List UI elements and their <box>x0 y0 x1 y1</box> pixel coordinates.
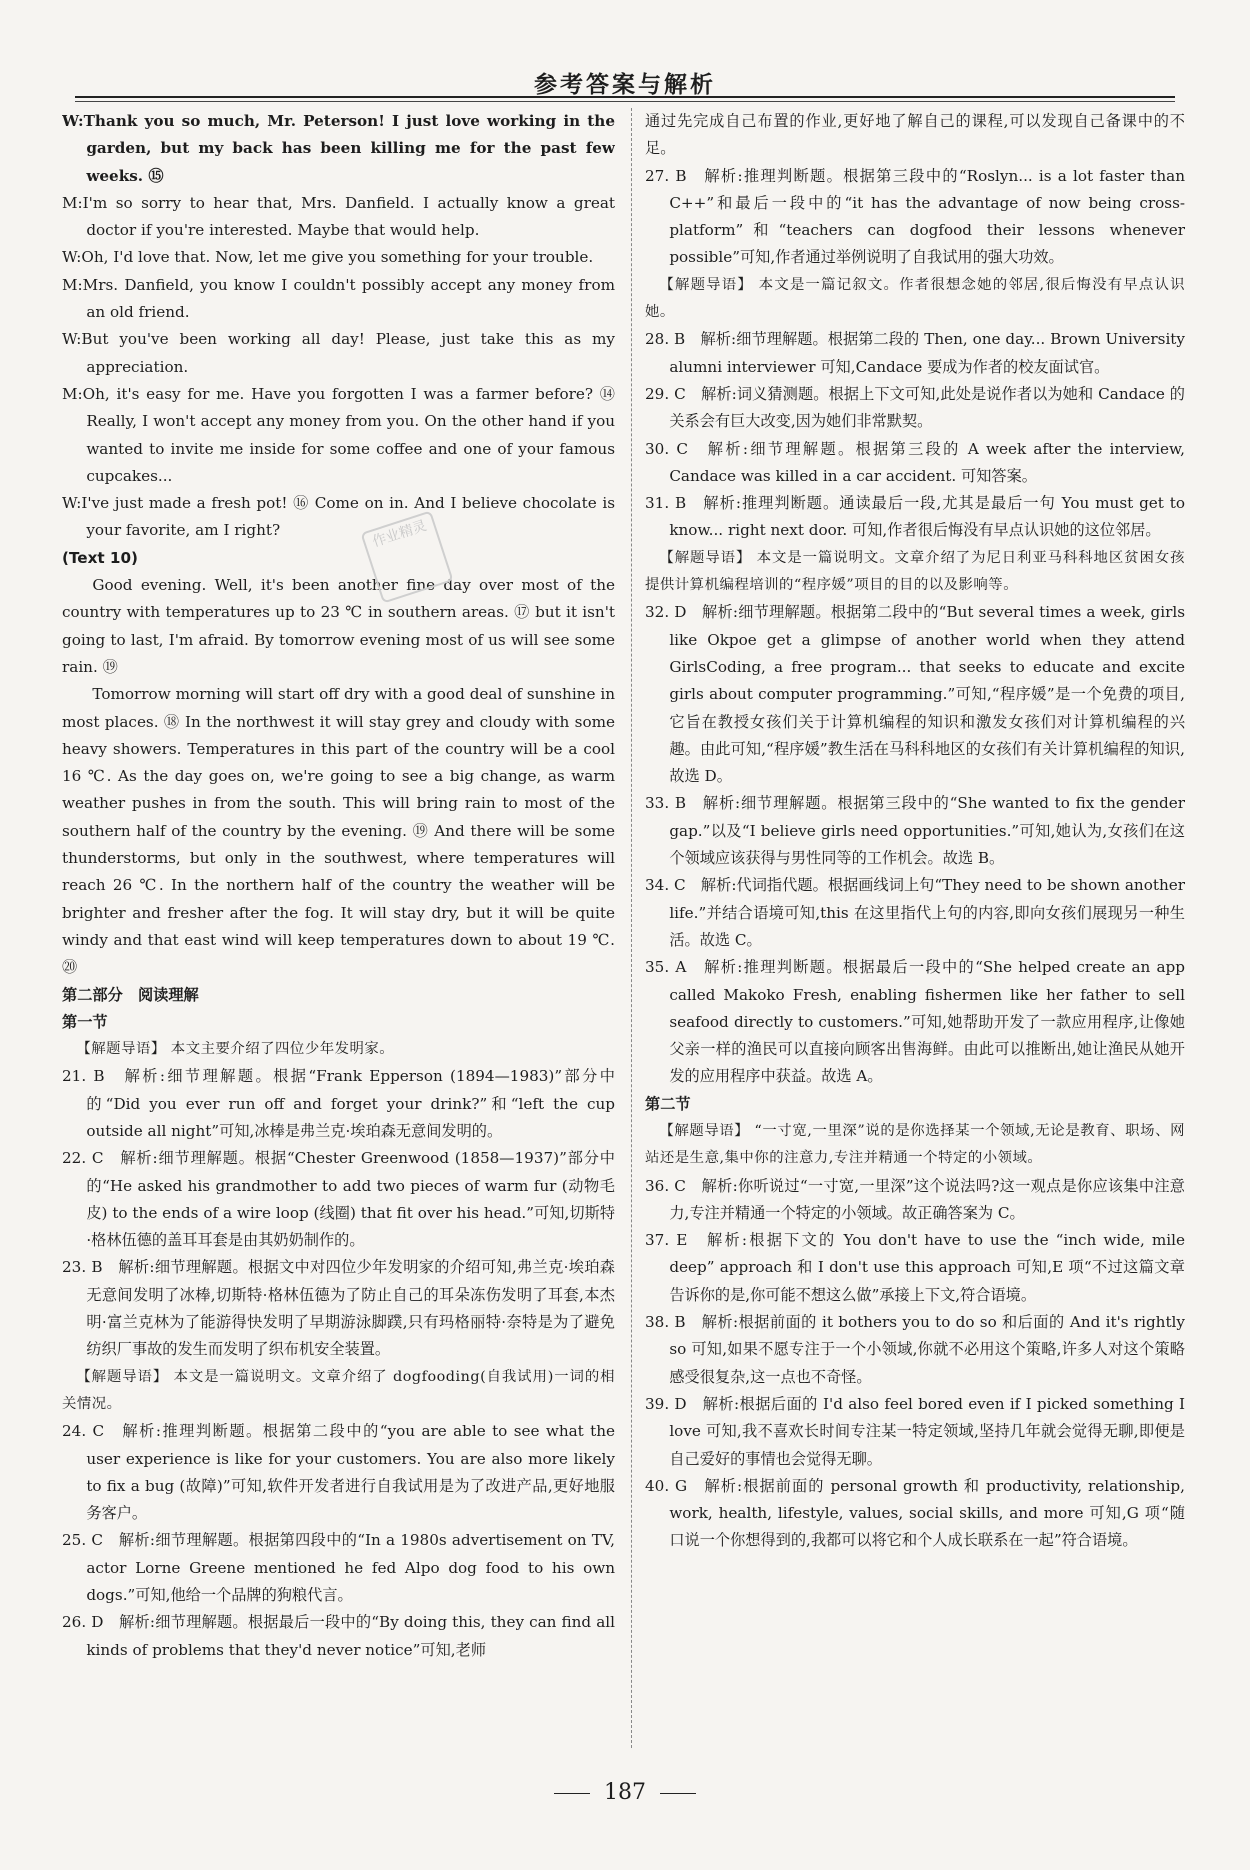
guide-note: 【解题导语】 本文是一篇说明文。文章介绍了为尼日利亚马科科地区贫困女孩提供计算机编程培训的“程序媛”项目的目的以及影响等。 <box>645 549 1185 594</box>
answer-paragraph: 33. B 解析:细节理解题。根据第三段中的“She wanted to fix the gender gap.”以及“I believe girls need opportunities.”可知,她认为,女孩们在这个领域应该获得与男性同等的工作机会。故选 B。 <box>645 794 1185 868</box>
section-heading: 第一节 <box>62 1012 108 1031</box>
answer-paragraph: 24. C 解析:推理判断题。根据第二段中的“you are able to see what the user experience is like for your customers. You are also more likely to fix a bug (故障)”可知,软件开发者进行自我试用是为了改进产品,更好地服务客户。 <box>62 1422 615 1523</box>
footer-dash-right <box>660 1793 696 1794</box>
answer-paragraph: 36. C 解析:你听说过“一寸宽,一里深”这个说法吗?这一观点是你应该集中注意力,专注并精通一个特定的小领域。故正确答案为 C。 <box>645 1176 1185 1222</box>
answer-paragraph: 22. C 解析:细节理解题。根据“Chester Greenwood (1858—1937)”部分中的“He asked his grandmother to add two pieces of warm fur (动物毛皮) to the ends of a wire loop (线圈) that fit over his head.”可知,切斯特·格林伍德的盖耳耳套是由其奶奶制作的。 <box>62 1149 615 1250</box>
answer-paragraph: 26. D 解析:细节理解题。根据最后一段中的“By doing this, they can find all kinds of problems that they'd never notice”可知,老师 <box>62 1613 615 1659</box>
page-number: 187 <box>604 1780 646 1805</box>
answer-paragraph: M:Oh, it's easy for me. Have you forgotten I was a farmer before? ⑭ Really, I won't accept any money from you. On the other hand if you wanted to invite me inside for some coffee and one of your famous cupcakes... <box>62 384 615 485</box>
answer-paragraph: 27. B 解析:推理判断题。根据第三段中的“Roslyn... is a lot faster than C++”和最后一段中的“it has the advantage of now being cross-platform”和“teachers can dogfood their lessons whenever possible”可知,作者通过举例说明了自我试用的强大功效。 <box>645 166 1185 267</box>
answer-paragraph: 29. C 解析:词义猜测题。根据上下文可知,此处是说作者以为她和 Candace 的关系会有巨大改变,因为她们非常默契。 <box>645 384 1185 431</box>
watermark-stamp: 作业精灵 <box>360 510 453 603</box>
header-title: 参考答案与解析 <box>534 72 716 98</box>
header-rule-thin <box>75 101 1175 102</box>
answer-paragraph: 39. D 解析:根据后面的 I'd also feel bored even if I picked something I love 可知,我不喜欢长时间专注某一特定领域,坚持几年就会觉得无聊,即便是自己爱好的事情也会觉得无聊。 <box>645 1394 1185 1468</box>
answer-paragraph: 通过先完成自己布置的作业,更好地了解自己的课程,可以发现自己备课中的不足。 <box>645 112 1185 158</box>
answer-paragraph: W:Thank you so much, Mr. Peterson! I just love working in the garden, but my back has been killing me for the past few weeks. ⑮ <box>62 112 615 185</box>
answer-paragraph: 21. B 解析:细节理解题。根据“Frank Epperson (1894—1983)”部分中的“Did you ever run off and forget your drink?”和“left the cup outside all night”可知,冰棒是弗兰克·埃珀森无意间发明的。 <box>62 1067 615 1140</box>
page-footer <box>0 1780 1250 1805</box>
page-header <box>0 60 1250 110</box>
answer-paragraph: 40. G 解析:根据前面的 personal growth 和 productivity, relationship, work, health, lifestyle, values, social skills, and more 可知,G 项“随口说一个你想得到的,我都可以将它和个人成长联系在一起”符合语境。 <box>645 1476 1185 1550</box>
answer-paragraph: 35. A 解析:推理判断题。根据最后一段中的“She helped create an app called Makoko Fresh, enabling fishermen like her father to sell seafood directly to customers.”可知,她帮助开发了一款应用程序,让像她父亲一样的渔民可以直接向顾客出售海鲜。由此可以推断出,她让渔民从她开发的应用程序中获益。故选 A。 <box>645 958 1185 1086</box>
answer-paragraph: 23. B 解析:细节理解题。根据文中对四位少年发明家的介绍可知,弗兰克·埃珀森无意间发明了冰棒,切斯特·格林伍德为了防止自己的耳朵冻伤发明了耳套,本杰明·富兰克林为了能游得快发明了早期游泳脚蹼,只有玛格丽特·奈特是为了避免纺织厂事故的发生而发明了织布机安全装置。 <box>62 1258 615 1359</box>
section-heading: 第二部分 阅读理解 <box>62 985 199 1004</box>
guide-note: 【解题导语】 本文是一篇说明文。文章介绍了 dogfooding(自我试用)一词的相关情况。 <box>62 1368 615 1412</box>
answer-paragraph: W:I've just made a fresh pot! ⑯ Come on in. And I believe chocolate is your favorite, am I right? <box>62 494 615 540</box>
header-rule <box>75 96 1175 98</box>
answer-paragraph: Good evening. Well, it's been another fine day over most of the country with temperatures up to 23 ℃ in southern areas. ⑰ but it isn't going to last, I'm afraid. By tomorrow evening most of us will see some rain. ⑲ <box>62 576 615 676</box>
answer-paragraph: 37. E 解析:根据下文的 You don't have to use the “inch wide, mile deep” approach 和 I don't use this approach 可知,E 项“不过这篇文章告诉你的是,你可能不想这么做”承接上下文,符合语境。 <box>645 1231 1185 1304</box>
answer-paragraph: 34. C 解析:代词指代题。根据画线词上句“They need to be shown another life.”并结合语境可知,this 在这里指代上句的内容,即向女孩们展现另一种生活。故选 C。 <box>645 876 1185 949</box>
answer-paragraph: 30. C 解析:细节理解题。根据第三段的 A week after the interview, Candace was killed in a car accident. 可知答案。 <box>645 439 1185 485</box>
answer-paragraph: 25. C 解析:细节理解题。根据第四段中的“In a 1980s advertisement on TV, actor Lorne Greene mentioned he fed Alpo dog food to his own dogs.”可知,他给一个品牌的狗粮代言。 <box>62 1531 615 1605</box>
right-column <box>645 108 1185 1743</box>
answer-paragraph: M:I'm so sorry to hear that, Mrs. Danfield. I actually know a great doctor if you're interested. Maybe that would help. <box>62 193 615 240</box>
footer-dash-left <box>554 1793 590 1794</box>
answer-paragraph: 38. B 解析:根据前面的 it bothers you to do so 和后面的 And it's rightly so 可知,如果不愿专注于一个小领域,你就不必用这个策略,许多人对这个策略感受很复杂,这一点也不奇怪。 <box>645 1313 1185 1386</box>
guide-note: 【解题导语】 “一寸宽,一里深”说的是你选择某一个领域,无论是教育、职场、网站还是生意,集中你的注意力,专注并精通一个特定的小领域。 <box>645 1122 1185 1167</box>
answer-paragraph: 31. B 解析:推理判断题。通读最后一段,尤其是最后一句 You must get to know... right next door. 可知,作者很后悔没有早点认识她的这位邻居。 <box>645 494 1185 540</box>
answer-paragraph: W:Oh, I'd love that. Now, let me give you something for your trouble. <box>62 248 594 267</box>
answer-paragraph: 32. D 解析:细节理解题。根据第二段中的“But several times a week, girls like Okpoe get a glimpse of another world when they attend GirlsCoding, a free program... that seeks to educate and excite girls about computer programming.”可知,“程序媛”是一个免费的项目,它旨在教授女孩们关于计算机编程的知识和激发女孩们对计算机编程的兴趣。由此可知,“程序媛”教生活在马科科地区的女孩们有关计算机编程的知识,故选 D。 <box>645 603 1185 786</box>
section-heading: 第二节 <box>645 1094 691 1113</box>
answer-paragraph: 28. B 解析:细节理解题。根据第二段的 Then, one day... Brown University alumni interviewer 可知,Candace 要成为作者的校友面试官。 <box>645 330 1185 376</box>
section-heading: (Text 10) <box>62 548 139 567</box>
left-column <box>62 108 615 1743</box>
guide-note: 【解题导语】 本文是一篇记叙文。作者很想念她的邻居,很后悔没有早点认识她。 <box>645 276 1185 321</box>
answer-paragraph: W:But you've been working all day! Please, just take this as my appreciation. <box>62 330 615 376</box>
guide-note: 【解题导语】 本文主要介绍了四位少年发明家。 <box>76 1041 395 1058</box>
column-divider <box>631 108 632 1748</box>
answer-paragraph: Tomorrow morning will start off dry with a good deal of sunshine in most places. ⑱ In the northwest it will stay grey and cloudy with some heavy showers. Temperatures in this part of the country will be a cool 16 ℃. As the day goes on, we're going to see a big change, as warm weather pushes in from the south. This will bring rain to most of the southern half of the country by the evening. ⑲ And there will be some thunderstorms, but only in the southwest, where temperatures will reach 26 ℃. In the northern half of the country the weather will be brighter and fresher after the fog. It will stay dry, but it will be quite windy and that east wind will keep temperatures down to about 19 ℃. ⑳ <box>62 685 615 977</box>
answer-paragraph: M:Mrs. Danfield, you know I couldn't possibly accept any money from an old friend. <box>62 275 615 322</box>
